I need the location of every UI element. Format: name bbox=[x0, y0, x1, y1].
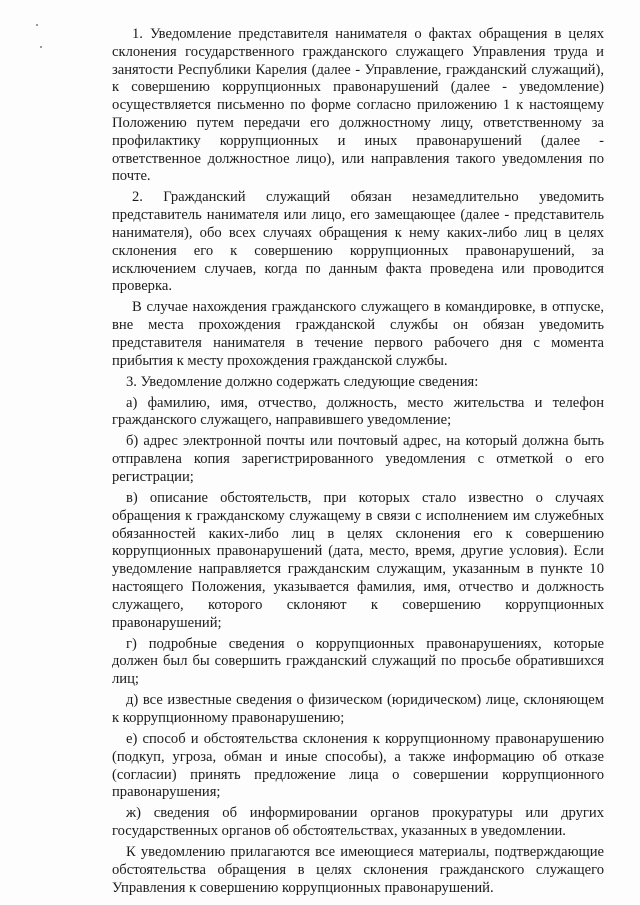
paragraph-attachments: К уведомлению прилагаются все имеющиеся материалы, подтверждающие обстоятельства обращения в целях склонения гражданского служащего Управления к совершению коррупционных правонарушений. bbox=[112, 844, 604, 896]
list-item-a: а) фамилию, имя, отчество, должность, место жительства и телефон гражданского служащего, направившего уведомление; bbox=[112, 394, 604, 429]
scan-speck bbox=[40, 46, 42, 48]
paragraph-1-notification-procedure: 1. Уведомление представителя нанимателя о фактах обращения в целях склонения государственного гражданского служащего Управления труда и занятости Республики Карелия (далее - Управление, гражданский служащий), к совершению коррупционных правонарушений (далее - уведомление) осуществляется письменно по форме согласно приложению 1 к настоящему Положению путем передачи его должностному лицу, ответственному за профилактику коррупционных и иных правонарушений (далее - ответственное должностное лицо), или направления такого уведомления по почте. bbox=[112, 26, 604, 185]
list-item-zh: ж) сведения об информировании органов прокуратуры или других государственных органов об обстоятельствах, указанных в уведомлении. bbox=[112, 805, 604, 840]
scan-speck bbox=[36, 24, 38, 26]
paragraph-business-trip-case: В случае нахождения гражданского служащего в командировке, в отпуске, вне места прохождения гражданской службы он обязан уведомить представителя нанимателя в течение первого рабочего дня с момента прибытия к месту прохождения гражданской службы. bbox=[112, 299, 604, 369]
list-item-v: в) описание обстоятельств, при которых стало известно о случаях обращения к гражданскому служащему в связи с исполнением им служебных обязанностей каких-либо лиц в целях склонения его к совершению коррупционных правонарушений (дата, место, время, другие условия). Если уведомление направляется гражданским служащим, указанным в пункте 10 настоящего Положения, указывается фамилия, имя, отчество и должность служащего, которого склоняют к совершению коррупционных правонарушений; bbox=[112, 490, 604, 631]
paragraph-3-required-information: 3. Уведомление должно содержать следующие сведения: bbox=[126, 373, 479, 390]
document-body bbox=[112, 26, 604, 901]
list-item-d: д) все известные сведения о физическом (юридическом) лице, склоняющем к коррупционному правонарушению; bbox=[112, 692, 604, 726]
list-item-e: е) способ и обстоятельства склонения к коррупционному правонарушению (подкуп, угроза, обман и иные способы), а также информацию об отказе (согласии) принять предложение лица о совершении коррупционного правонарушения; bbox=[112, 730, 604, 801]
paragraph-2-obligation-to-notify: 2. Гражданский служащий обязан незамедлительно уведомить представитель нанимателя или лицо, его замещающее (далее - представитель нанимателя), обо всех случаях обращения к нему каких-либо лиц в целях склонения его к совершению коррупционных правонарушений, за исключением случаев, когда по данным факта проведена или проводится проверка. bbox=[112, 189, 604, 295]
list-item-b: б) адрес электронной почты или почтовый адрес, на который должна быть отправлена копия зарегистрированного уведомления с отметкой о его регистрации; bbox=[112, 433, 604, 486]
list-item-g: г) подробные сведения о коррупционных правонарушениях, которые должен был бы совершить гражданский служащий по просьбе обратившихся лиц; bbox=[112, 635, 604, 688]
